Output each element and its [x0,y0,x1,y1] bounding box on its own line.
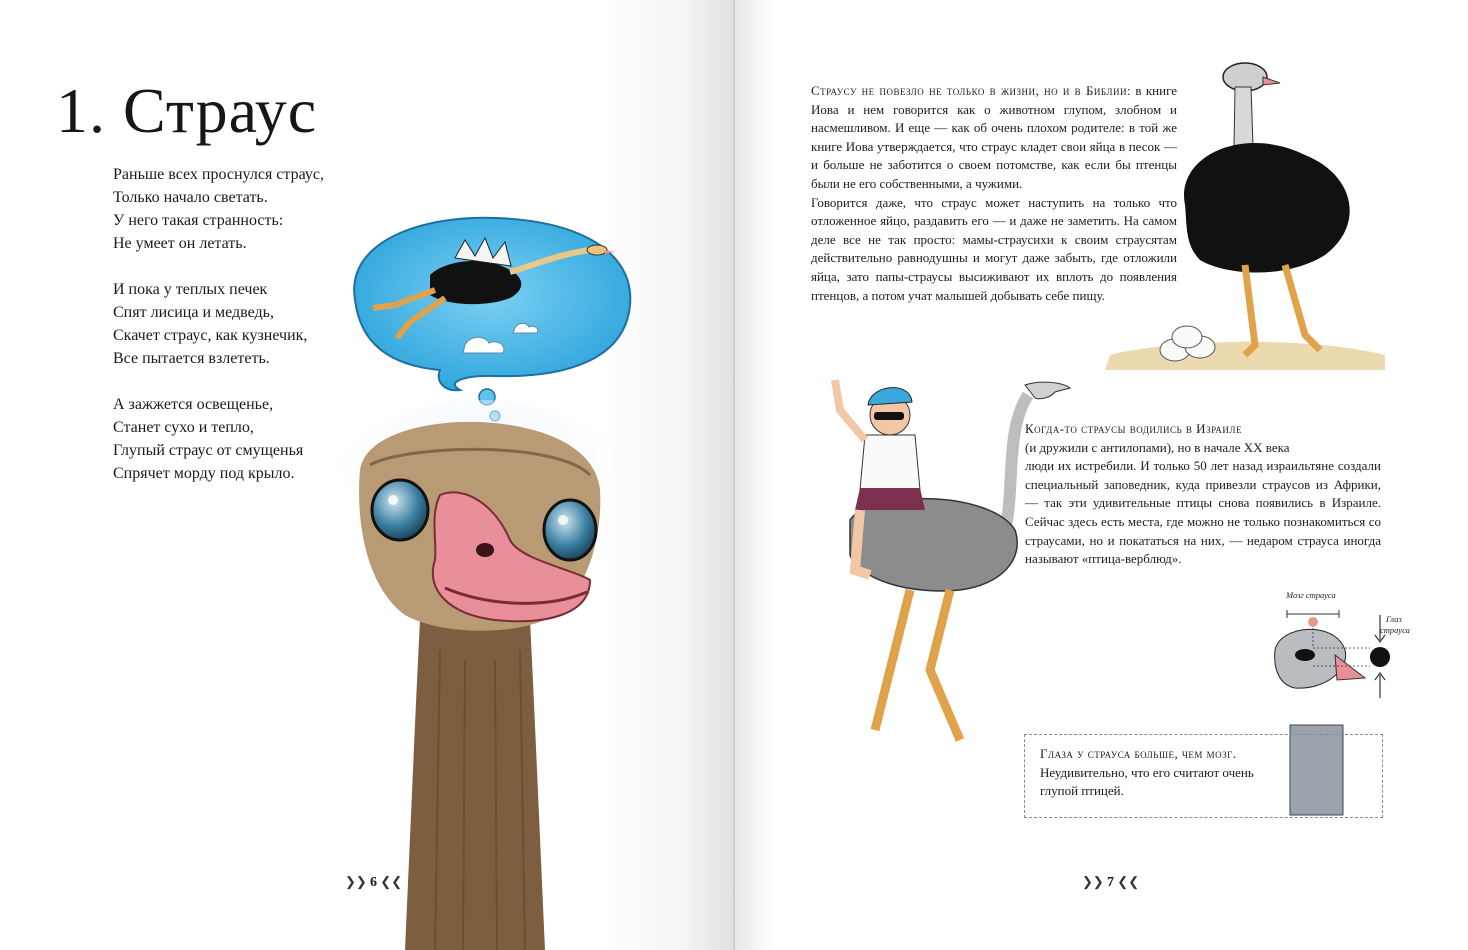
ostrich-head-illustration [345,420,615,950]
text-israel-line2: (и дружили с антилопами), но в начале XX века [1025,439,1290,455]
text-israel [1025,420,1381,569]
page-number-right [1082,874,1139,891]
standing-ostrich-illustration [1105,55,1390,375]
poem-line: И пока у теплых печек [113,281,268,298]
poem-line: Скачет страус, как кузнечик, [113,327,308,344]
folio-ornament-icon: ❮❮ [1114,874,1140,889]
poem-line: Спят лисица и медведь, [113,304,274,321]
folio-ornament-icon: ❮❮ [377,874,403,889]
poem-line: Станет сухо и тепло, [113,419,254,436]
poem-line: У него такая странность: [113,212,284,229]
text-bible-body-2: Говорится даже, что страус может наступить на только что отложенное яйцо, раздавить его — и даже не заметить. На самом деле все не так просто: мамы-страусихи к своим страусятам действительно равнодушны и могут даже забыть, где отложили яйца, зато папы-страусы высиживают их вплоть до появления птенцов, а потом учат малышей добывать себе пищу. [811,194,1177,303]
page-number-left [345,874,402,891]
page-number-text: 7 [1107,875,1115,890]
poem-line: Раньше всех проснулся страус, [113,166,324,183]
text-israel-body: люди их истребили. И только 50 лет назад израильтяне создали специальный заповедник, куда привезли страусов из Африки, — так эти удивительные птицы снова появились в Израиле. Сейчас здесь есть места, где можно не только познакомиться со страусами, но и покататься на них, — недаром страуса иногда называют «птица-верблюд». [1025,458,1381,567]
poem-line: Только начало светать. [113,189,268,206]
poem-line: А зажжется освещенье, [113,396,274,413]
poem-line: Не умеет он летать. [113,235,247,252]
caption [1040,745,1270,801]
folio-ornament-icon: ❯❯ [1082,874,1108,889]
poem-stanza-1 [113,163,324,255]
eye-label-line2: страуса [1380,625,1410,635]
text-israel-lead-line [1025,420,1381,439]
eye-label-line1: Глаз [1386,614,1402,624]
poem-stanza-3 [113,393,324,485]
poem [113,163,324,508]
poem-stanza-2 [113,278,324,370]
caption-lead: Глаза у страуса больше, чем мозг. [1040,746,1237,761]
page-number-text: 6 [370,875,378,890]
folio-ornament-icon: ❯❯ [345,874,371,889]
text-israel-lead: Когда-то страусы водились в Израиле [1025,421,1243,436]
poem-line: Спрячет морду под крыло. [113,465,295,482]
chapter-title: 1. Страус [56,75,318,146]
text-bible-body: в книге Иова и нем говорится как о животном глупом, злобном и насмешливом. И еще — как об очень плохом родителе: в той же книге Иова утверждается, что страус кладет свои яйца в песок — и больше не заботится о своем потомстве, как если бы птенцы были не его собственными, а чужими. [811,83,1178,191]
poem-line: Все пытается взлететь. [113,350,270,367]
poem-line: Глупый страус от смущенья [113,442,304,459]
caption-body: Неудивительно, что его считают очень глупой птицей. [1040,764,1254,799]
dream-bubble-illustration [335,210,655,430]
brain-label: Мозг страуса [1286,590,1336,600]
text-bible-lead: Страусу не повезло не только в жизни, но и в Библии: [811,83,1132,98]
